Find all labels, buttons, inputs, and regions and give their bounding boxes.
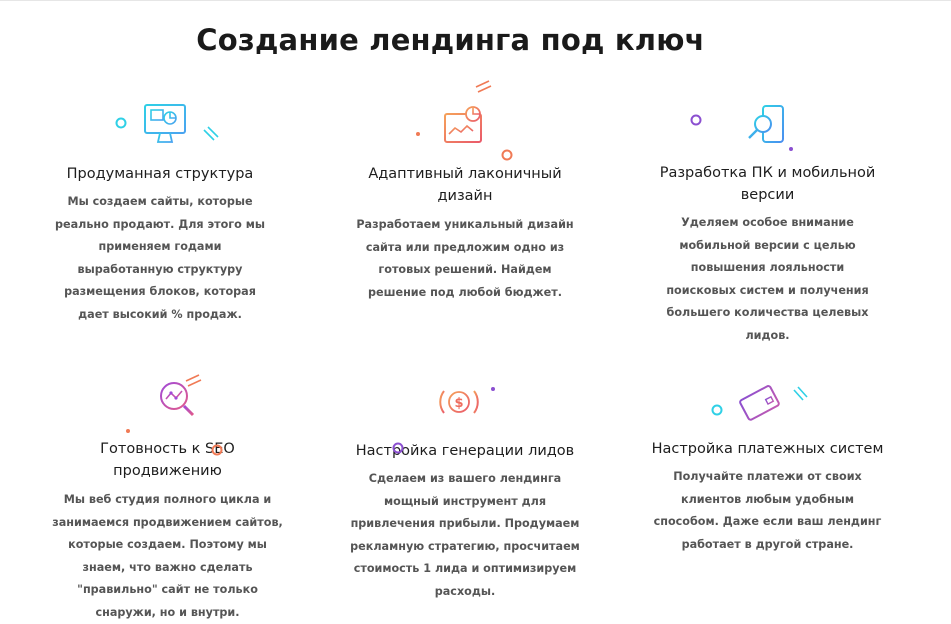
feature-text-mobile: Уделяем особое внимание мобильной версии с целью повышения лояльности поисковых систем и получения большего количества целевых лидов. — [666, 216, 869, 342]
feature-text-payments: Получайте платежи от своих клиентов любым удобным способом. Даже если ваш лендинг работает в другой стране. — [653, 470, 882, 551]
page-title: Создание лендинга под ключ — [196, 23, 705, 58]
svg-text:$: $ — [454, 396, 464, 411]
feature-title-seo: Готовность к SEO продвижению — [100, 441, 235, 479]
feature-text-design: Разработаем уникальный дизайн сайта или предложим одно из готовых решений. Найдем решение под любой бюджет. — [356, 218, 574, 299]
feature-text-structure: Мы создаем сайты, которые реально продают. Для этого мы применяем годами выработанную структуру размещения блоков, которая дает высокий % продаж. — [55, 195, 265, 321]
feature-title-mobile: Разработка ПК и мобильной версии — [659, 165, 876, 203]
feature-text-seo: Мы веб студия полного цикла и занимаемся продвижением сайтов, которые создаем. Поэтому мы знаем, что важно сделать "правильно" сайт не только снаружи, но и внутри. — [52, 493, 283, 619]
feature-title-design: Адаптивный лаконичный дизайн — [368, 166, 562, 204]
feature-title-payments: Настройка платежных систем — [651, 441, 884, 457]
feature-title-leads: Настройка генерации лидов — [355, 443, 575, 459]
feature-title-structure: Продуманная структура — [66, 166, 254, 182]
feature-text-leads: Сделаем из вашего лендинга мощный инструмент для привлечения прибыли. Продумаем рекламную стратегию, просчитаем стоимость 1 лида и оптимизируем расходы. — [350, 472, 580, 598]
